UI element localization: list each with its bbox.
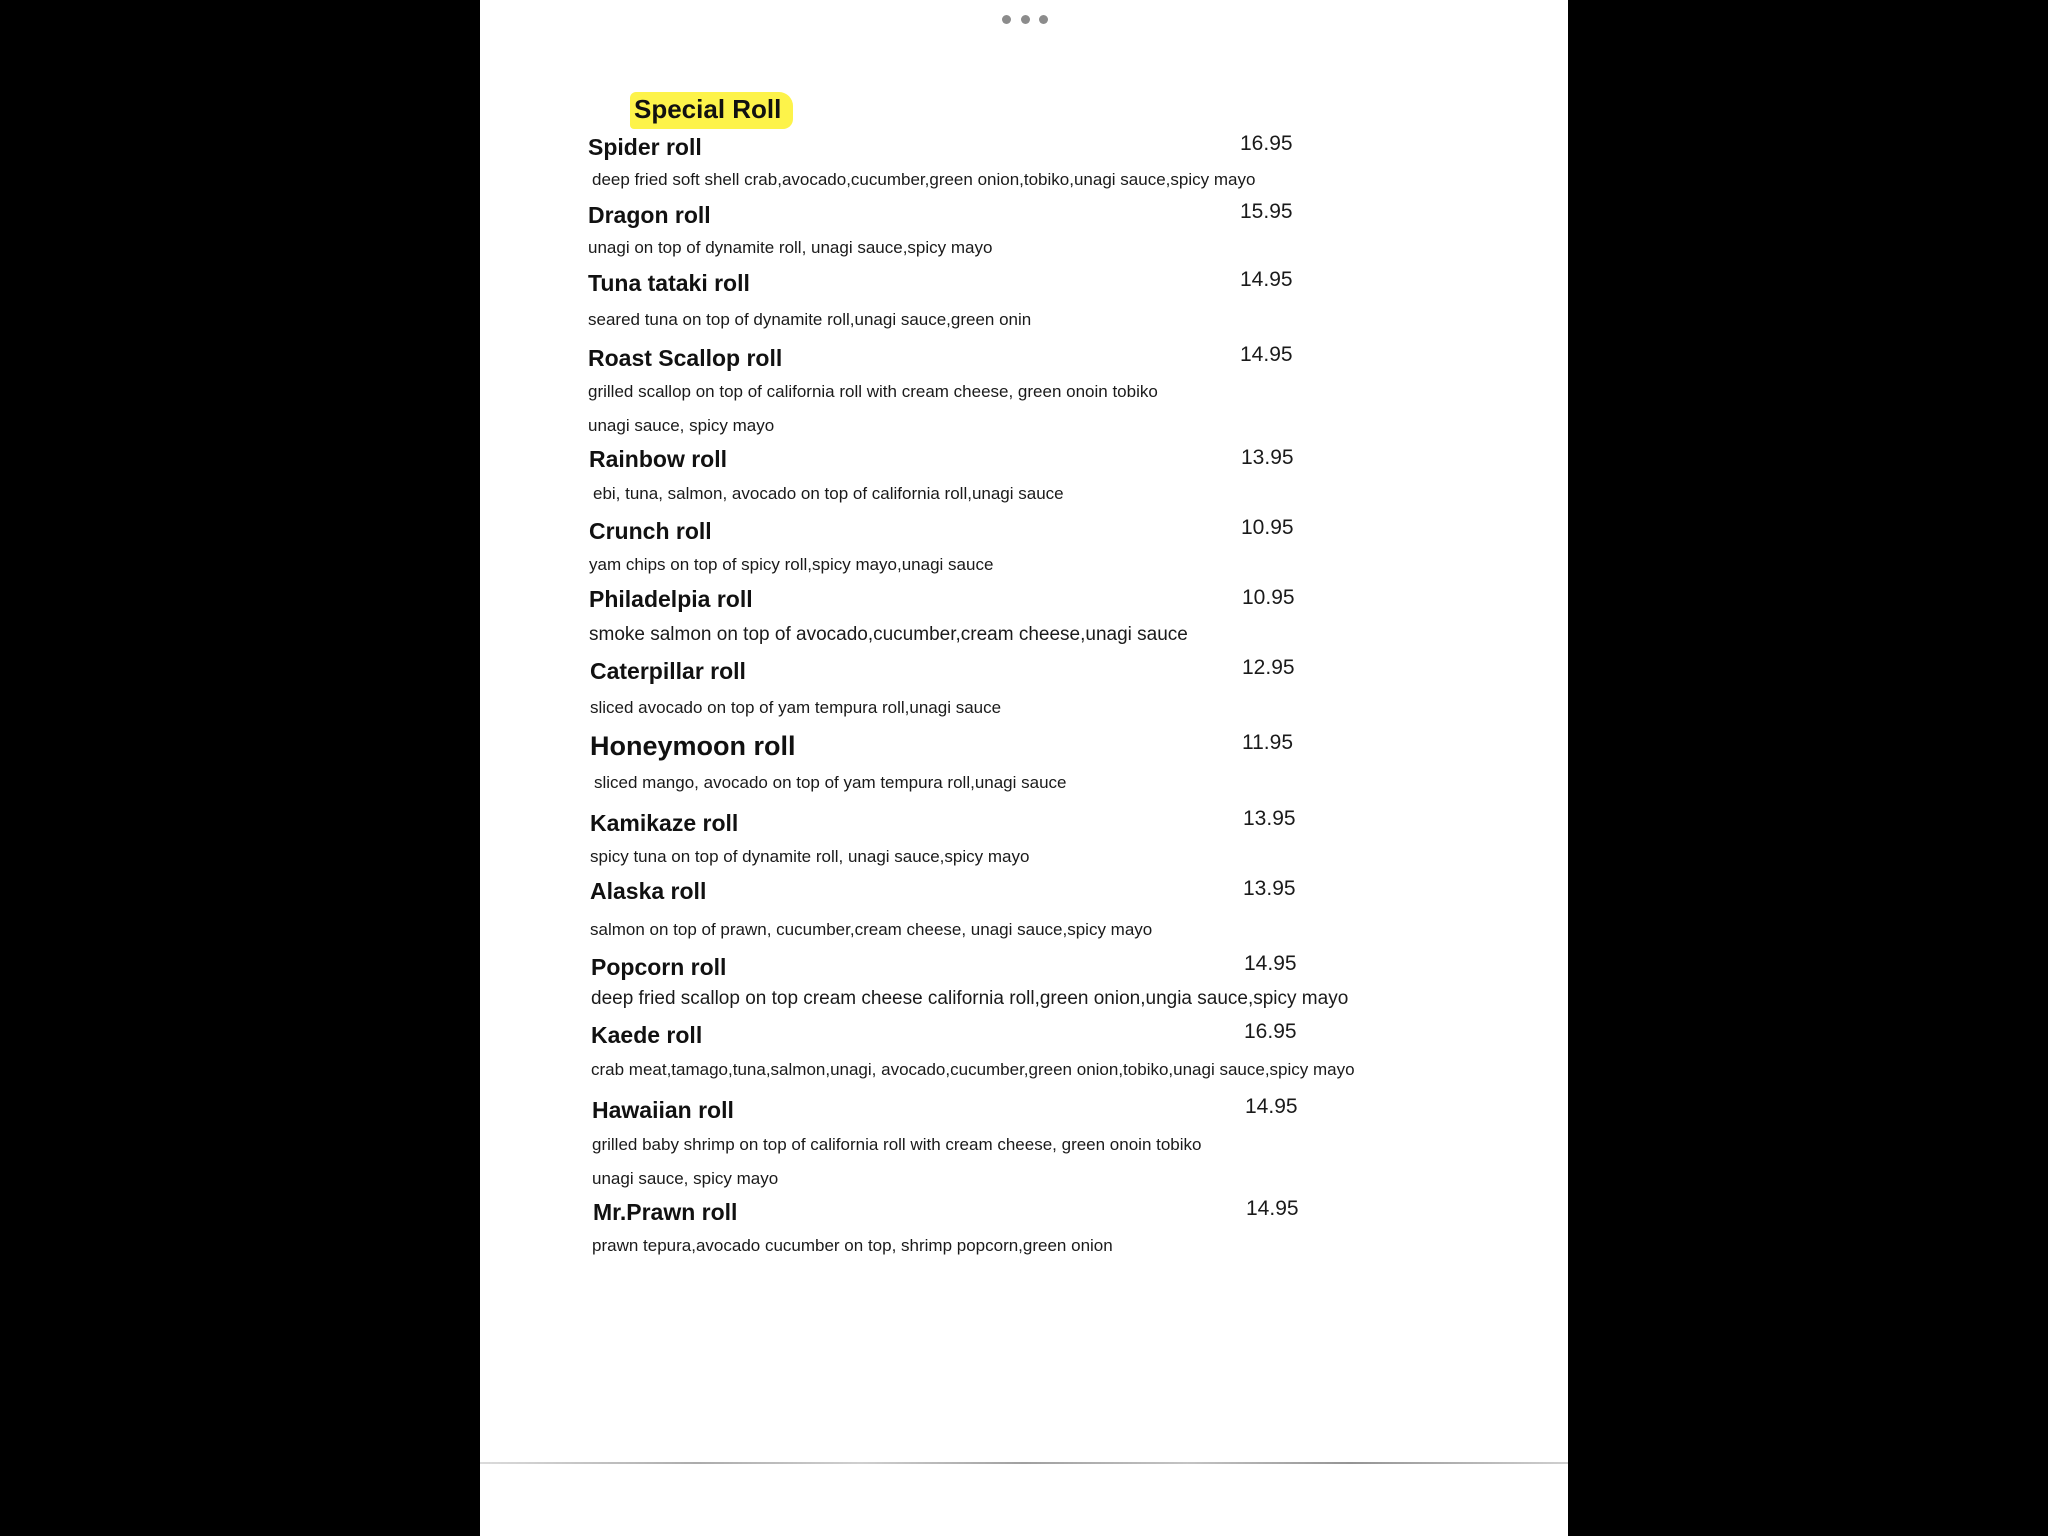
item-description: unagi sauce, spicy mayo bbox=[588, 416, 775, 435]
menu-page[interactable] bbox=[480, 0, 1568, 1536]
item-price: 10.95 bbox=[1241, 516, 1294, 539]
item-name: Hawaiian roll bbox=[592, 1097, 734, 1123]
item-price: 14.95 bbox=[1246, 1197, 1299, 1220]
item-name: Popcorn roll bbox=[591, 954, 727, 980]
item-description: ebi, tuna, salmon, avocado on top of california roll,unagi sauce bbox=[593, 484, 1064, 503]
item-name: Alaska roll bbox=[590, 878, 707, 904]
item-price: 14.95 bbox=[1240, 343, 1293, 366]
item-price: 14.95 bbox=[1240, 268, 1293, 291]
item-price: 16.95 bbox=[1240, 132, 1293, 155]
item-name: Tuna tataki roll bbox=[588, 270, 750, 296]
item-name: Kamikaze roll bbox=[590, 810, 739, 836]
item-price: 13.95 bbox=[1241, 446, 1294, 469]
item-description: sliced avocado on top of yam tempura roll,unagi sauce bbox=[590, 698, 1002, 717]
item-price: 10.95 bbox=[1242, 586, 1295, 609]
item-price: 11.95 bbox=[1242, 731, 1293, 754]
item-name: Mr.Prawn roll bbox=[593, 1199, 738, 1225]
item-price: 13.95 bbox=[1243, 877, 1296, 900]
item-price: 16.95 bbox=[1244, 1020, 1297, 1043]
item-name: Rainbow roll bbox=[589, 446, 727, 472]
item-description: grilled scallop on top of california roll with cream cheese, green onoin tobiko bbox=[588, 382, 1158, 401]
item-name: Dragon roll bbox=[588, 202, 711, 228]
item-description: unagi sauce, spicy mayo bbox=[592, 1169, 779, 1188]
item-name: Kaede roll bbox=[591, 1022, 703, 1048]
item-description: salmon on top of prawn, cucumber,cream cheese, unagi sauce,spicy mayo bbox=[590, 920, 1153, 939]
item-price: 13.95 bbox=[1243, 807, 1296, 830]
item-price: 12.95 bbox=[1242, 656, 1295, 679]
item-name: Spider roll bbox=[588, 134, 702, 160]
item-description: sliced mango, avocado on top of yam tempura roll,unagi sauce bbox=[594, 773, 1067, 792]
section-title: Special Roll bbox=[630, 92, 793, 129]
item-name: Caterpillar roll bbox=[590, 658, 746, 684]
item-description: unagi on top of dynamite roll, unagi sauce,spicy mayo bbox=[588, 238, 993, 257]
item-description: crab meat,tamago,tuna,salmon,unagi, avocado,cucumber,green onion,tobiko,unagi sauce,spicy mayo bbox=[591, 1060, 1355, 1079]
item-description: deep fried soft shell crab,avocado,cucumber,green onion,tobiko,unagi sauce,spicy mayo bbox=[592, 170, 1256, 189]
item-description: spicy tuna on top of dynamite roll, unagi sauce,spicy mayo bbox=[590, 847, 1030, 866]
item-description: prawn tepura,avocado cucumber on top, shrimp popcorn,green onion bbox=[592, 1236, 1113, 1255]
item-name: Honeymoon roll bbox=[590, 731, 796, 761]
item-description: grilled baby shrimp on top of california roll with cream cheese, green onoin tobiko bbox=[592, 1135, 1202, 1154]
item-description: smoke salmon on top of avocado,cucumber,cream cheese,unagi sauce bbox=[589, 624, 1188, 645]
item-name: Crunch roll bbox=[589, 518, 712, 544]
item-name: Roast Scallop roll bbox=[588, 345, 783, 371]
scan-edge-line bbox=[480, 1462, 1568, 1464]
item-description: seared tuna on top of dynamite roll,unagi sauce,green onin bbox=[588, 310, 1032, 329]
item-price: 14.95 bbox=[1244, 952, 1297, 975]
item-name: Philadelpia roll bbox=[589, 586, 753, 612]
item-description: yam chips on top of spicy roll,spicy mayo,unagi sauce bbox=[589, 555, 994, 574]
item-price: 15.95 bbox=[1240, 200, 1293, 223]
item-price: 14.95 bbox=[1245, 1095, 1298, 1118]
item-description: deep fried scallop on top cream cheese california roll,green onion,ungia sauce,spicy mayo bbox=[591, 988, 1349, 1009]
more-options-icon[interactable] bbox=[1002, 13, 1048, 25]
